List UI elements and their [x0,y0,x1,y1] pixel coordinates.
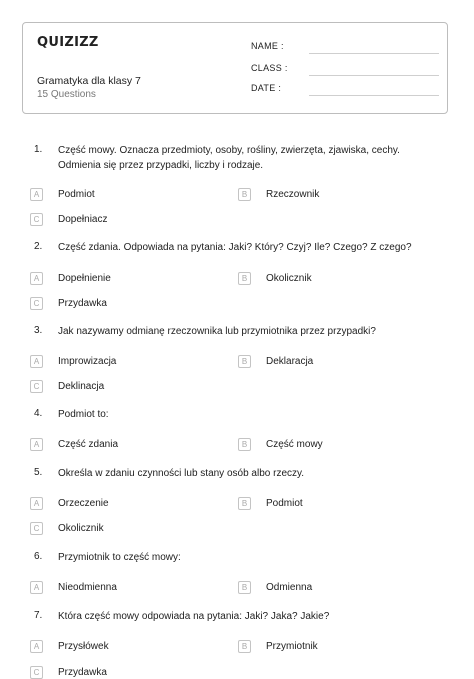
answer-option[interactable] [30,521,104,535]
option-letter-box: C [30,666,43,679]
worksheet-title: Gramatyka dla klasy 7 [37,75,141,87]
answer-option[interactable] [30,379,104,393]
answer-option[interactable] [30,580,117,594]
answer-option[interactable] [30,496,109,510]
option-text: Deklaracja [266,355,314,367]
question-number: 7. [34,610,43,621]
quizizz-logo: QUIZIZZ [37,35,99,50]
option-text: Odmienna [266,581,313,593]
question-number: 2. [34,241,43,252]
question-number: 6. [34,551,43,562]
option-text: Przymiotnik [266,640,318,652]
option-letter-box: B [238,497,251,510]
question-number: 4. [34,408,43,419]
answer-option[interactable] [30,437,118,451]
option-text: Przysłówek [58,640,109,652]
option-letter-box: C [30,297,43,310]
question-count: 15 Questions [37,89,96,100]
option-text: Część zdania [58,438,119,450]
name-label: NAME : [251,41,284,51]
option-text: Okolicznik [58,522,104,534]
option-text: Okolicznik [266,272,312,284]
option-letter-box: C [30,522,43,535]
answer-option[interactable] [30,639,109,653]
option-letter-box: B [238,640,251,653]
class-label: CLASS : [251,63,288,73]
option-text: Nieodmienna [58,581,117,593]
answer-option[interactable] [238,187,319,201]
answer-option[interactable] [30,296,107,310]
option-text: Improwizacja [58,355,117,367]
option-letter-box: A [30,438,43,451]
option-letter-box: C [30,380,43,393]
option-letter-box: A [30,188,43,201]
option-text: Przydawka [58,297,107,309]
option-text: Część mowy [266,438,323,450]
option-letter-box: A [30,581,43,594]
option-letter-box: C [30,213,43,226]
option-letter-box: A [30,272,43,285]
question-text: Część mowy. Oznacza przedmioty, osoby, rośliny, zwierzęta, zjawiska, cechy. Odmienia się przez przypadki, liczby i rodzaje. [58,145,400,171]
option-letter-box: B [238,581,251,594]
answer-option[interactable] [238,437,323,451]
question-text: Jak nazywamy odmianę rzeczownika lub przymiotnika przez przypadki? [58,326,376,337]
option-letter-box: B [238,188,251,201]
option-text: Przydawka [58,666,107,678]
option-letter-box: A [30,355,43,368]
option-text: Dopełniacz [58,213,108,225]
question-text: Określa w zdaniu czynności lub stany osób albo rzeczy. [58,468,305,479]
option-text: Podmiot [58,188,95,200]
question-text: Przymiotnik to część mowy: [58,552,181,563]
option-letter-box: B [238,355,251,368]
answer-option[interactable] [30,212,107,226]
answer-option[interactable] [30,665,107,679]
option-letter-box: A [30,497,43,510]
question-text: Podmiot to: [58,409,109,420]
date-label: DATE : [251,83,282,93]
option-text: Orzeczenie [58,497,109,509]
option-text: Podmiot [266,497,303,509]
option-text: Deklinacja [58,380,105,392]
question-number: 1. [34,144,43,155]
answer-option[interactable] [238,580,312,594]
answer-option[interactable] [30,271,111,285]
option-letter-box: B [238,438,251,451]
question-number: 5. [34,467,43,478]
answer-option[interactable] [238,639,318,653]
question-text: Część zdania. Odpowiada na pytania: Jaki? Który? Czyj? Ile? Czego? Z czego? [58,242,412,253]
question-number: 3. [34,325,43,336]
answer-option[interactable] [238,354,313,368]
answer-option[interactable] [30,354,116,368]
option-text: Dopełnienie [58,272,111,284]
answer-option[interactable] [238,271,312,285]
option-letter-box: A [30,640,43,653]
option-text: Rzeczownik [266,188,320,200]
option-letter-box: B [238,272,251,285]
answer-option[interactable] [238,496,303,510]
question-text: Która część mowy odpowiada na pytania: Jaki? Jaka? Jakie? [58,611,330,622]
answer-option[interactable] [30,187,95,201]
